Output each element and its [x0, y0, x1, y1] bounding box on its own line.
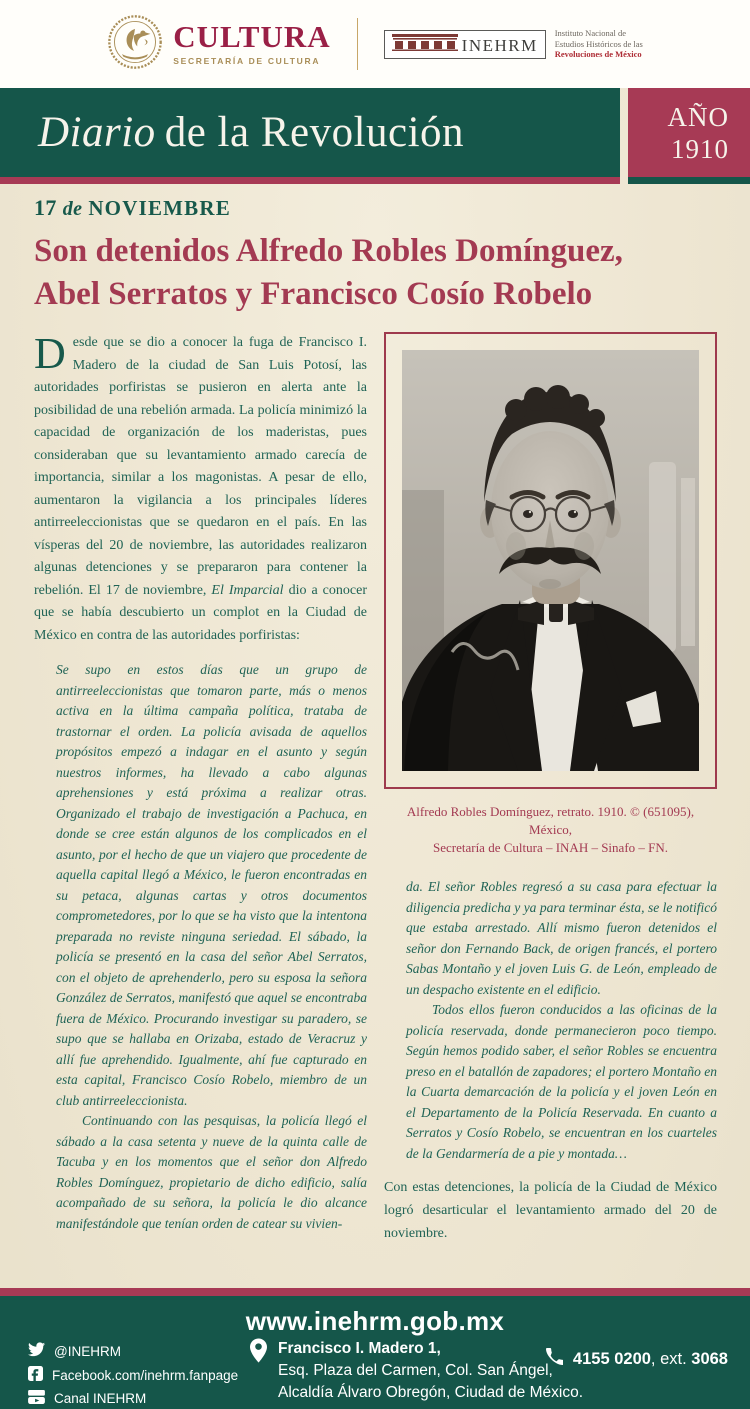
- masthead-title-italic: Diario: [38, 109, 156, 156]
- dropcap: D: [34, 329, 66, 378]
- phone-ext: 3068: [691, 1349, 728, 1368]
- article: [0, 184, 750, 1245]
- inehrm-name-line2: Estudios Históricos de las: [554, 38, 643, 49]
- cultura-wordmark: CULTURA: [173, 19, 331, 54]
- banner-underline-strips: [0, 177, 750, 184]
- article-date: [34, 195, 717, 221]
- address-line2: Esq. Plaza del Carmen, Col. San Ángel,: [278, 1362, 553, 1379]
- cultura-subtitle: SECRETARÍA DE CULTURA: [173, 56, 321, 66]
- green-strip: [628, 177, 750, 184]
- red-strip: [0, 177, 620, 184]
- phone-block: [546, 1348, 728, 1370]
- article-right-column: [384, 332, 717, 1245]
- masthead-green-bar: [0, 88, 620, 177]
- address-line1: Francisco I. Madero 1,: [278, 1340, 441, 1357]
- quote-paragraph-3: Todos ellos fueron conducidos a las oficinas de la policía reservada, donde permanecieron poco tiempo. Según hemos podido saber, el señor Robles se encuentra preso en el batallón de zapadores; el portero Montaño en la Cuarta demarcación de la policía y el joven León en el Departamento de la Policía Reservada. En cuanto a Serratos y Cosío Robelo, se encuentran en los cuarteles de la Gendarmería de a pie y montada…: [406, 1002, 717, 1161]
- address-block: [250, 1338, 583, 1404]
- masthead-title-rest: de la Revolución: [164, 109, 465, 156]
- facebook-label: Facebook.com/inehrm.fanpage: [52, 1367, 239, 1383]
- facebook-icon: [28, 1366, 43, 1384]
- date-month: NOVIEMBRE: [88, 196, 231, 220]
- date-number: 17: [34, 195, 57, 220]
- inehrm-name-line1: Instituto Nacional de: [554, 28, 627, 39]
- twitter-label: @INEHRM: [54, 1343, 121, 1359]
- portrait-photo: [402, 350, 699, 771]
- article-headline: [34, 230, 717, 316]
- phone-ext-label: , ext.: [650, 1349, 692, 1368]
- inehrm-building-icon: [392, 38, 462, 55]
- article-left-column: [34, 329, 367, 1245]
- youtube-link[interactable]: [28, 1390, 238, 1407]
- lead-text: esde que se dio a conocer la fuga de Francisco I. Madero de la ciudad de San Luis Potosí, las autoridades porfiristas se pusieron en alerta ante la posibilidad de una rebelión armada. La policía minimizó la capacidad de organización de los maderistas, pues consideraban que su levantamiento armado carecía de importancia, similar a los magonistas. A pesar de ello, aumentaron la vigilancia a los principales líderes antirreeleccionistas que se quedaron en el país. En las vísperas del 20 de noviembre, las autoridades realizaron algunas detenciones y se prepararon para contener la rebelión. El 17 de noviembre,: [34, 335, 367, 598]
- facebook-link[interactable]: [28, 1366, 238, 1384]
- youtube-label: Canal INEHRM: [54, 1391, 147, 1406]
- social-links: [28, 1342, 238, 1407]
- inehrm-acronym: INEHRM: [461, 35, 538, 55]
- lead-paragraph: [34, 329, 367, 647]
- headline-line1: Son detenidos Alfredo Robles Domínguez,: [34, 233, 623, 269]
- website-link[interactable]: www.inehrm.gob.mx: [245, 1306, 505, 1336]
- closing-paragraph: Con estas detenciones, la policía de la Ciudad de México logró desarticular el levantamiento armado del 20 de noviembre.: [384, 1180, 717, 1241]
- location-pin-icon: [250, 1338, 267, 1404]
- mexican-eagle-seal-icon: [107, 13, 163, 76]
- inehrm-name-line3: Revoluciones de México: [554, 49, 642, 60]
- quote-paragraph-2-right: da. El señor Robles regresó a su casa para efectuar la diligencia predicha y ya para terminar ésta, se le notificó que estaba arrestado. Allí mismo fueron detenidos el señor don Fernando Back, de origen francés, el portero Sabas Montaño y el joven Luis G. de León, empleado de un despacho existente en el edificio.: [406, 879, 717, 997]
- newspaper-name: El Imparcial: [211, 582, 284, 598]
- phone-number: 4155 0200: [572, 1349, 651, 1368]
- year-label: AÑO: [667, 101, 729, 132]
- photo-caption-line1: Alfredo Robles Domínguez, retrato. 1910. © (651095), México,: [406, 804, 695, 837]
- masthead-title: [38, 108, 464, 157]
- photo-caption-line2: Secretaría de Cultura – INAH – Sinafo – FN.: [432, 840, 669, 855]
- date-de: de: [62, 198, 83, 220]
- logo-divider: [357, 18, 358, 70]
- masthead-banner: [0, 88, 750, 177]
- address-line3: Alcaldía Álvaro Obregón, Ciudad de México.: [278, 1384, 583, 1401]
- quote-paragraph-1: Se supo en estos días que un grupo de antirreeleccionistas que tomaron parte, más o menos activa en la última campaña política, trataba de trastornar el orden. La policía avisada de aquellos propósitos empezó a indagar en el asunto y según nuestros informes, ha llevado a cabo algunas aprehensiones y está próxima a realizar otras. Organizado el trabajo de investigación a Pachuca, en donde se cree están algunos de los complicados en el asunto, por el hecho de que un viajero que procedente de aquella capital llegó a México, le fueron encontradas en su petaca, algunas cartas y otros documentos comprometedores, por lo que se ha visto que la intentona preparada no reviste ninguna seriedad. El sábado, la policía se presentó en la casa del señor Abel Serratos, con el objeto de aprehenderlo, pero su esposa la señora González de Serratos, manifestó que aquel se encontraba fuera de México. Procurando investigar su paradero, se supo que se hallaba en Orizaba, estado de Veracruz y allí fue aprehendido. Igualmente, ahí fue capturado en esta capital, Francisco Cosío Robelo, miembro de un club antirreeleccionista.: [56, 662, 367, 1108]
- inehrm-emblem: [384, 30, 546, 59]
- footer-red-strip: [0, 1288, 750, 1296]
- footer-bar: [0, 1296, 750, 1409]
- lead-text-end: dio a conocer que se había descubierto un complot en la Ciudad de México en contra de las autoridades porfiristas:: [34, 582, 367, 643]
- photo-caption: [384, 803, 717, 857]
- year-badge: [628, 88, 750, 177]
- headline-line2: Abel Serratos y Francisco Cosío Robelo: [34, 276, 593, 312]
- year-value: 1910: [671, 133, 729, 164]
- portrait-photo-frame: [384, 332, 717, 789]
- phone-icon: [546, 1348, 563, 1370]
- cultura-logo: [107, 13, 330, 76]
- twitter-icon: [28, 1342, 45, 1360]
- institutional-header: [0, 0, 750, 88]
- youtube-icon: [28, 1390, 45, 1407]
- inehrm-logo: [384, 28, 643, 60]
- twitter-link[interactable]: [28, 1342, 238, 1360]
- quote-paragraph-2-left: Continuando con las pesquisas, la policía llegó el sábado a la casa setenta y nueve de la quinta calle de Tacuba y en los momentos que el señor don Alfredo Robles Domínguez, propietario de dicho edificio, salía acompañado de su señora, la policía le dio alcance manifestándole que tenían orden de catear su vivien-: [56, 1113, 367, 1231]
- footer: [0, 1288, 750, 1409]
